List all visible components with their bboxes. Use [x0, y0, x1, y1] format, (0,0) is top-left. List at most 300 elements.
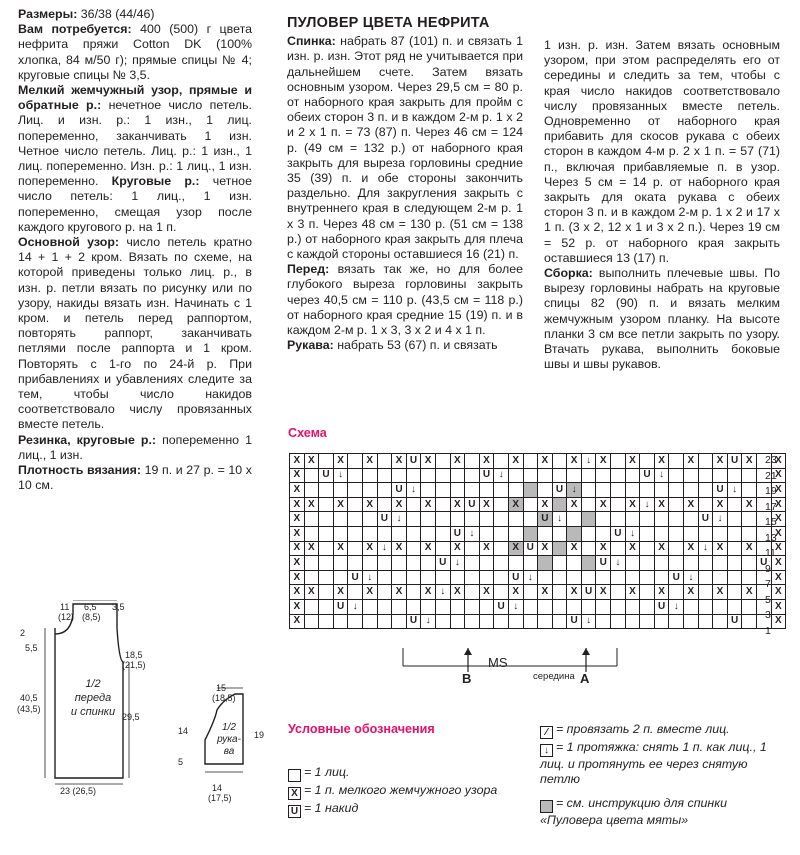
main-pattern-label: Основной узор: — [18, 235, 120, 250]
chart-cell — [508, 614, 523, 629]
chart-cell — [538, 570, 553, 585]
chart-cell — [625, 468, 640, 483]
dim-2: 2 — [20, 628, 26, 638]
chart-cell: X — [479, 585, 494, 600]
chart-cell: ↓ — [494, 468, 509, 483]
chart-cell: X — [567, 541, 582, 556]
gauge-label: Плотность вязания: — [18, 463, 142, 478]
gauge-value: 19 п. и 27 р. = 10 х 10 см. — [18, 463, 252, 493]
chart-cell — [538, 526, 553, 541]
chart-cell — [640, 512, 655, 527]
chart-cell — [581, 468, 596, 483]
chart-cell: X — [538, 585, 553, 600]
chart-cell — [479, 526, 494, 541]
chart-cell — [348, 541, 363, 556]
sleeve-label: Рукава: — [287, 338, 334, 353]
chart-cell: X — [304, 454, 319, 469]
chart-cell: X — [508, 585, 523, 600]
chart-cell — [640, 614, 655, 629]
chart-cell — [567, 599, 582, 614]
legend-heading: Условные обозначения — [288, 722, 435, 736]
dim-43-5: (43,5) — [17, 704, 41, 714]
article-title: ПУЛОВЕР ЦВЕТА НЕФРИТА — [287, 15, 490, 31]
chart-cell — [348, 468, 363, 483]
chart-cell — [319, 541, 334, 556]
chart-cell: X — [392, 497, 407, 512]
chart-cell — [406, 468, 421, 483]
front-value: вязать так же, но для более глубокого выреза горловины закрыть через 40,5 см = 110 р. (43,5 см = 118 р.) от наборного края средние 15 (19) п. и в каждом 2-м р. 1 х 3, 3 х 2 и 4 х 1 п. — [287, 262, 523, 338]
chart-cell: X — [742, 585, 757, 600]
front-label: Перед: — [287, 262, 330, 277]
pearl-label: Мелкий жемчужный узор, прямые и обратные р.: — [18, 83, 252, 113]
chart-cell — [640, 541, 655, 556]
chart-cell — [494, 585, 509, 600]
chart-cell — [567, 570, 582, 585]
chart-row — [290, 556, 786, 571]
chart-cell — [523, 556, 538, 571]
chart-cell — [727, 468, 742, 483]
chart-cell — [713, 468, 728, 483]
need-value: 400 (500) г цвета нефрита пряжи Cotton DK (100% хлопка, 84 м/50 г); прямые спицы № 4; круговые спицы № 3,5. — [18, 22, 252, 82]
sleeve-dim-18-5: (18,5) — [212, 693, 236, 703]
chart-cell — [450, 570, 465, 585]
a-arrow-icon — [582, 648, 590, 655]
chart-cell — [508, 526, 523, 541]
chart-cell: X — [771, 556, 786, 571]
chart-cell: X — [567, 454, 582, 469]
row-number: 1 — [765, 624, 771, 637]
chart-cell — [392, 614, 407, 629]
chart-cell: U — [450, 526, 465, 541]
chart-cell — [625, 512, 640, 527]
chart-cell — [479, 483, 494, 498]
chart-cell: X — [654, 454, 669, 469]
chart-cell: X — [392, 541, 407, 556]
chart-cell — [319, 585, 334, 600]
chart-cell: X — [538, 497, 553, 512]
chart-cell: U — [581, 585, 596, 600]
chart-cell — [523, 483, 538, 498]
dim-29-5: 29,5 — [122, 712, 140, 722]
chart-cell — [640, 570, 655, 585]
chart-cell: X — [421, 454, 436, 469]
chart-cell — [625, 614, 640, 629]
sizes-value: 36/38 (44/46) — [80, 7, 155, 21]
chart-cell: X — [538, 454, 553, 469]
chart-cell: X — [362, 541, 377, 556]
chart-cell — [406, 556, 421, 571]
chart-cell: X — [304, 541, 319, 556]
chart-row — [290, 614, 786, 629]
chart-cell — [450, 599, 465, 614]
chart-cell: X — [654, 497, 669, 512]
chart-cell: X — [771, 483, 786, 498]
legend-k2tog: ⁄ = провязать 2 п. вместе лиц. — [540, 722, 730, 739]
center-label: середина — [533, 671, 575, 682]
chart-cell: U — [494, 599, 509, 614]
chart-cell — [581, 570, 596, 585]
chart-cell: X — [742, 454, 757, 469]
chart-cell — [538, 556, 553, 571]
chart-markers — [395, 648, 635, 688]
chart-cell — [611, 541, 626, 556]
sleeve-continued: 1 изн. р. изн. Затем вязать основным узором, при этом распределять его от середины и следить за тем, чтобы с края число накидов соответствовало числу провязанных вместе петель. Одновременно от наборного края прибавить для скосов рукава с обеих сторон в каждом 4-м р. 2 х 1 п. = 57 (71) п., включая прибавляемые п. в узор. Через 5 см = 14 р. от наборного края закрыть для оката рукава с обеих сторон 3 п. и в каждом 2-м р. 1 х 2 и 17 х 1 п. (3 х 2, 12 х 1 и 3 х 2 п.). Через 19 см = 52 р. от наборного края закрыть оставшиеся 13 (17) п. — [544, 38, 780, 265]
chart-cell — [421, 599, 436, 614]
chart-cell — [727, 599, 742, 614]
chart-cell — [494, 454, 509, 469]
chart-cell: U — [333, 599, 348, 614]
chart-cell — [611, 599, 626, 614]
chart-cell — [742, 614, 757, 629]
chart-cell — [333, 570, 348, 585]
chart-cell: ↓ — [713, 512, 728, 527]
chart-cell — [581, 599, 596, 614]
chart-cell: X — [771, 454, 786, 469]
sleeve-dim-15: 15 — [216, 683, 227, 693]
sleeve-label: 1/2 рука- ва — [217, 722, 241, 757]
chart-cell: X — [290, 483, 305, 498]
chart-cell — [523, 614, 538, 629]
chart-cell — [684, 468, 699, 483]
chart-cell: X — [625, 541, 640, 556]
chart-cell — [377, 526, 392, 541]
chart-cell — [523, 512, 538, 527]
chart-cell — [552, 454, 567, 469]
chart-cell: X — [771, 585, 786, 600]
row-number: 7 — [765, 578, 771, 590]
row-number: 17 — [765, 500, 777, 513]
chart-cell: U — [523, 541, 538, 556]
chart-cell: X — [479, 454, 494, 469]
chart-cell: U — [435, 556, 450, 571]
legend-knit: = 1 лиц. — [288, 765, 349, 782]
chart-cell: X — [450, 497, 465, 512]
chart-cell: ↓ — [654, 468, 669, 483]
chart-cell — [450, 614, 465, 629]
chart-cell: U — [406, 614, 421, 629]
chart-row — [290, 483, 786, 498]
yarnover-icon: U — [288, 805, 301, 818]
chart-cell: X — [771, 570, 786, 585]
chart-cell: X — [654, 585, 669, 600]
chart-cell — [508, 512, 523, 527]
chart-cell: X — [362, 497, 377, 512]
chart-cell — [669, 468, 684, 483]
chart-row — [290, 468, 786, 483]
chart-cell — [581, 526, 596, 541]
chart-cell: X — [596, 541, 611, 556]
circ-label: Круговые р.: — [111, 174, 200, 189]
chart-cell — [611, 570, 626, 585]
chart-cell — [494, 483, 509, 498]
chart-cell — [348, 483, 363, 498]
chart-cell: U — [669, 570, 684, 585]
chart-cell — [435, 454, 450, 469]
chart-cell — [362, 483, 377, 498]
chart-cell: X — [290, 526, 305, 541]
chart-cell — [684, 512, 699, 527]
chart-cell: X — [290, 468, 305, 483]
chart-cell — [611, 454, 626, 469]
chart-cell — [698, 599, 713, 614]
chart-cell — [523, 454, 538, 469]
chart-cell — [362, 512, 377, 527]
chart-cell — [538, 599, 553, 614]
chart-cell: U — [479, 468, 494, 483]
chart-cell — [377, 614, 392, 629]
chart-cell — [698, 454, 713, 469]
chart-cell: ↓ — [611, 556, 626, 571]
chart-cell — [392, 570, 407, 585]
chart-cell — [435, 512, 450, 527]
chart-cell: X — [771, 512, 786, 527]
chart-cell: X — [479, 541, 494, 556]
knit-icon — [288, 769, 301, 782]
chart-cell — [362, 526, 377, 541]
chart-cell — [435, 541, 450, 556]
chart-cell: U — [713, 483, 728, 498]
chart-cell — [523, 599, 538, 614]
chart-cell — [421, 468, 436, 483]
chart-cell — [377, 599, 392, 614]
chart-cell: ↓ — [640, 497, 655, 512]
chart-cell: X — [771, 541, 786, 556]
chart-cell — [333, 512, 348, 527]
row-number: 21 — [765, 469, 777, 482]
chart-cell — [684, 556, 699, 571]
skp-icon: ↓ — [540, 744, 553, 757]
back-label: Спинка: — [287, 34, 336, 49]
chart-cell: X — [684, 497, 699, 512]
chart-cell: X — [450, 585, 465, 600]
chart-cell: ↓ — [581, 454, 596, 469]
chart-cell — [640, 483, 655, 498]
chart-cell — [421, 512, 436, 527]
chart-cell — [508, 468, 523, 483]
chart-cell — [581, 497, 596, 512]
chart-cell — [611, 468, 626, 483]
chart-cell — [523, 585, 538, 600]
chart-cell — [465, 541, 480, 556]
rib-value: попеременно 1 лиц., 1 изн. — [18, 432, 252, 462]
chart-cell: U — [319, 468, 334, 483]
dim-12: (12) — [58, 612, 75, 622]
chart-cell — [465, 599, 480, 614]
chart-cell — [698, 497, 713, 512]
chart-cell — [348, 614, 363, 629]
chart-cell — [596, 526, 611, 541]
k2tog-icon: ⁄ — [540, 726, 553, 739]
chart-cell — [654, 512, 669, 527]
legend-pearl: X = 1 п. мелкого жемчужного узора — [288, 783, 497, 800]
chart-cell: ↓ — [435, 585, 450, 600]
chart-cell: X — [625, 585, 640, 600]
chart-cell — [377, 556, 392, 571]
dim-18-5: 18,5 — [125, 650, 143, 660]
chart-cell — [479, 614, 494, 629]
chart-cell — [392, 468, 407, 483]
chart-cell — [435, 483, 450, 498]
chart-cell — [552, 556, 567, 571]
chart-cell — [479, 570, 494, 585]
chart-cell — [319, 454, 334, 469]
chart-cell: ↓ — [552, 512, 567, 527]
sleeve-value: набрать 53 (67) п. и связать — [337, 338, 498, 353]
chart-cell — [392, 599, 407, 614]
chart-cell: U — [377, 512, 392, 527]
chart-cell: U — [727, 614, 742, 629]
chart-cell: X — [684, 541, 699, 556]
chart-cell — [406, 570, 421, 585]
chart-cell — [625, 556, 640, 571]
chart-cell — [465, 585, 480, 600]
chart-cell — [596, 483, 611, 498]
chart-cell — [465, 570, 480, 585]
chart-cell: X — [625, 497, 640, 512]
chart-cell — [465, 614, 480, 629]
chart-cell: X — [567, 585, 582, 600]
chart-cell: ↓ — [727, 483, 742, 498]
chart-cell: X — [742, 541, 757, 556]
chart-cell — [669, 614, 684, 629]
chart-cell — [333, 556, 348, 571]
chart-cell — [654, 570, 669, 585]
chart-row — [290, 526, 786, 541]
chart-cell — [479, 512, 494, 527]
chart-cell: X — [421, 497, 436, 512]
chart-cell: U — [640, 468, 655, 483]
chart-cell: X — [290, 585, 305, 600]
chart-cell: U — [567, 614, 582, 629]
chart-row — [290, 512, 786, 527]
chart-cell — [406, 512, 421, 527]
chart-cell — [377, 483, 392, 498]
chart-cell: U — [348, 570, 363, 585]
chart-cell — [654, 483, 669, 498]
chart-cell: ↓ — [392, 512, 407, 527]
pearl-value: нечетное число петель. Лиц. и изн. р.: 1 изн., 1 лиц. попеременно, заканчивать 1 изн. Четное число петель. Лиц. р.: 1 изн., 1 лиц. попеременно. Изн. р.: 1 лиц., 1 изн. попеременно. — [18, 98, 252, 189]
chart-cell — [362, 614, 377, 629]
chart-cell — [611, 512, 626, 527]
chart-cell — [669, 454, 684, 469]
chart-cell: X — [684, 585, 699, 600]
chart-cell: ↓ — [523, 570, 538, 585]
chart-cell — [508, 483, 523, 498]
chart-cell — [304, 614, 319, 629]
chart-cell — [304, 526, 319, 541]
row-number: 5 — [765, 593, 771, 606]
chart-cell — [669, 585, 684, 600]
chart-cell — [640, 585, 655, 600]
chart-cell — [742, 570, 757, 585]
chart-cell — [465, 454, 480, 469]
chart-cell — [669, 512, 684, 527]
chart-cell: X — [771, 468, 786, 483]
chart-cell: U — [757, 556, 772, 571]
chart-cell — [567, 512, 582, 527]
chart-cell — [727, 570, 742, 585]
chart-cell: U — [508, 570, 523, 585]
chart-cell: ↓ — [698, 541, 713, 556]
chart-cell — [581, 541, 596, 556]
chart-cell — [640, 599, 655, 614]
dim-40-5: 40,5 — [20, 693, 38, 703]
chart-cell: ↓ — [450, 556, 465, 571]
chart-cell — [742, 556, 757, 571]
chart-cell — [552, 599, 567, 614]
chart-cell — [684, 483, 699, 498]
chart-cell: U — [406, 454, 421, 469]
back-value: набрать 87 (101) п. и связать 1 изн. р. изн. Этот ряд не учитывается при дальнейшем счете. Затем вязать основным узором. Через 29,5 см = 80 р. от наборного края закрыть для пройм с обеих сторон 3 п. и в каждом 2-м р. 1 х 2 и 2 х 1 п. = 73 (87) п. Через 46 см = 124 р. (49 см = 132 р.) от наборного края закрыть для выреза горловины средние 35 (39) п. и обе стороны закончить раздельно. Для закругления закрыть с внутреннего края в следующем 2-м р. 1 х 3 п. Через 48 см = 130 р. (51 см = 138 р.) от наборного края закрыть для плеча с каждой стороны оставшиеся 16 (21) п. — [287, 34, 524, 262]
chart-cell: X — [392, 454, 407, 469]
chart-cell: X — [742, 497, 757, 512]
chart-cell — [698, 468, 713, 483]
chart-cell — [406, 585, 421, 600]
chart-cell — [742, 512, 757, 527]
chart-cell — [494, 614, 509, 629]
chart-cell — [450, 483, 465, 498]
chart-cell: X — [362, 454, 377, 469]
chart-cell — [421, 526, 436, 541]
chart-cell — [552, 614, 567, 629]
chart-cell — [625, 599, 640, 614]
chart-cell — [348, 585, 363, 600]
dim-8-5: (8,5) — [82, 612, 101, 622]
row-number: 11 — [765, 547, 776, 559]
chart-cell — [640, 526, 655, 541]
chart-cell — [640, 556, 655, 571]
chart-cell — [494, 497, 509, 512]
sleeve-dim-5: 5 — [178, 757, 184, 767]
b-label: B — [462, 671, 472, 686]
chart-cell — [348, 512, 363, 527]
chart-cell — [377, 497, 392, 512]
chart-cell — [538, 468, 553, 483]
chart-cell: ↓ — [625, 526, 640, 541]
chart-cell: X — [450, 541, 465, 556]
chart-cell: X — [771, 599, 786, 614]
chart-cell: X — [421, 541, 436, 556]
chart-cell — [669, 556, 684, 571]
chart-cell — [377, 585, 392, 600]
chart-cell: X — [713, 585, 728, 600]
chart-cell — [698, 483, 713, 498]
chart-cell: X — [290, 599, 305, 614]
rib-label: Резинка, круговые р.: — [18, 432, 157, 447]
row-number: 15 — [765, 516, 777, 528]
chart-cell — [435, 526, 450, 541]
chart-cell — [348, 556, 363, 571]
chart-cell — [552, 468, 567, 483]
chart-cell — [654, 556, 669, 571]
chart-cell: X — [290, 454, 305, 469]
chart-cell — [494, 556, 509, 571]
chart-cell — [319, 483, 334, 498]
row-number: 13 — [765, 531, 777, 544]
chart-cell — [742, 526, 757, 541]
chart-cell — [698, 585, 713, 600]
chart-cell: X — [508, 497, 523, 512]
chart-row — [290, 570, 786, 585]
chart-cell: U — [465, 497, 480, 512]
circ-value: четное число петель: 1 лиц., 1 изн. попеременно, смещая узор после каждого кругового р. на 1 п. — [18, 174, 252, 234]
chart-cell — [406, 599, 421, 614]
row-number: 19 — [765, 485, 777, 497]
chart-cell — [333, 483, 348, 498]
chart-cell — [319, 497, 334, 512]
ms-label: MS — [488, 655, 508, 670]
chart-cell — [377, 454, 392, 469]
